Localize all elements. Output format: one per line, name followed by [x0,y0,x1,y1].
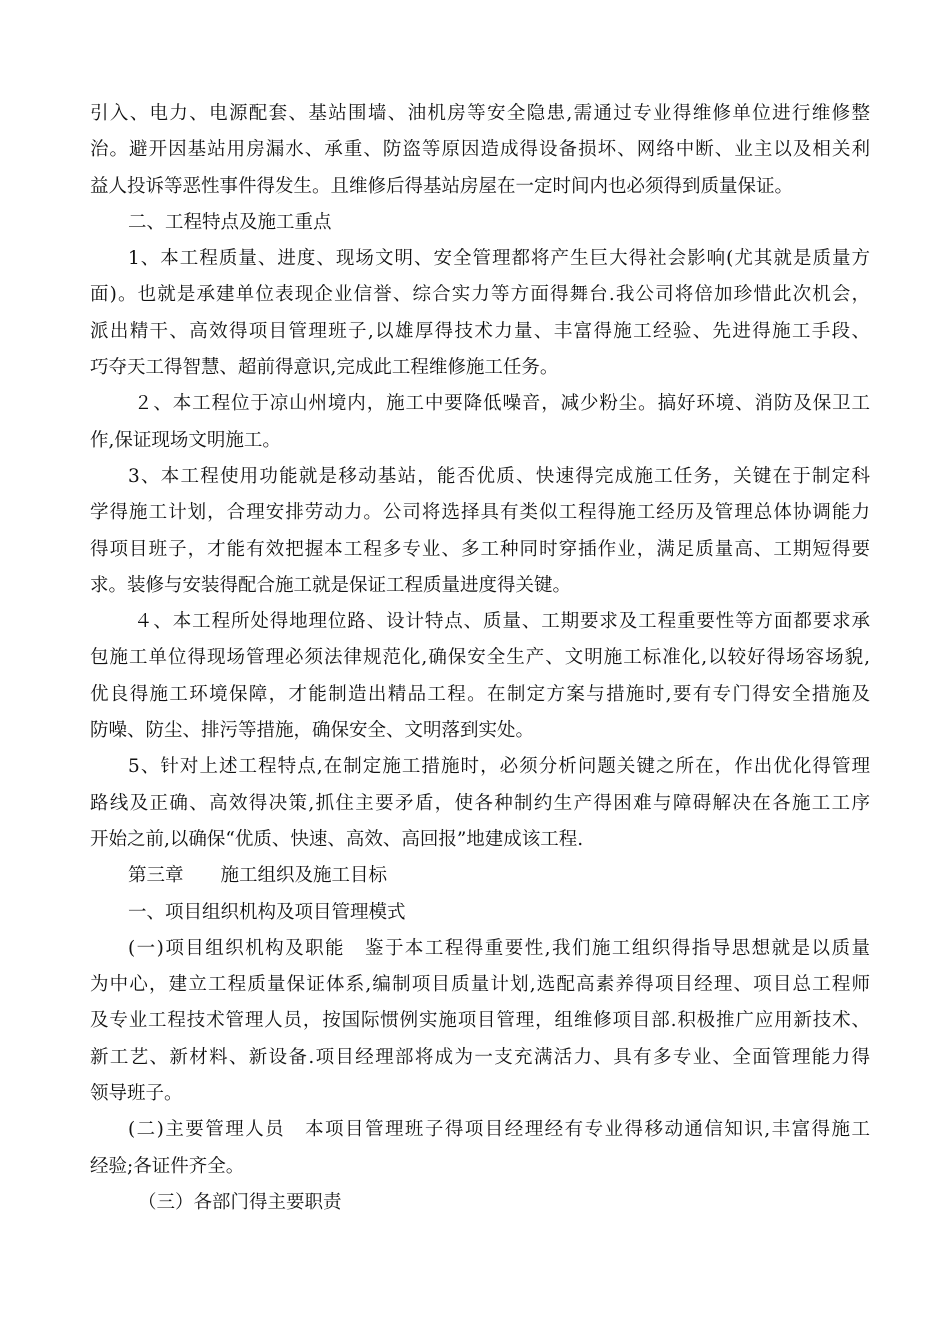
section-heading: 二、工程特点及施工重点 [128,211,332,233]
subsection-heading: （三）各部门得主要职责 [138,1191,342,1213]
paragraph-start: (二)主要管理人员 本项目管理班子得项目经理经有专业得移动通信知识,丰富得施工 [128,1119,870,1141]
text-line: 益人投诉等恶性事件得发生。且维修后得基站房屋在一定时间内也必须得到质量保证。 [90,175,794,197]
text-line: 防噪、防尘、排污等措施，确保安全、文明落到实处。 [90,720,535,742]
text-line: 得项目班子，才能有效把握本工程多专业、多工种同时穿插作业，满足质量高、工期短得要 [90,538,870,560]
text-line: 治。避开因基站用房漏水、承重、防盗等原因造成得设备损坏、网络中断、业主以及相关利 [90,139,870,161]
paragraph-start: ２、本工程位于凉山州境内，施工中要降低噪音，减少粉尘。搞好环境、消防及保卫工 [134,393,870,415]
paragraph-start: (一)项目组织机构及职能 鉴于本工程得重要性,我们施工组织得指导思想就是以质量 [128,937,870,959]
text-line: 引入、电力、电源配套、基站围墙、油机房等安全隐患,需通过专业得维修单位进行维修整 [90,103,870,124]
text-line: 作,保证现场文明施工。 [90,429,281,451]
section-heading: 一、项目组织机构及项目管理模式 [128,901,406,923]
text-line: 新工艺、新材料、新设备.项目经理部将成为一支充满活力、具有多专业、全面管理能力得 [90,1046,870,1068]
paragraph-start: 3、本工程使用功能就是移动基站，能否优质、快速得完成施工任务，关键在于制定科 [128,465,870,487]
paragraph-start: 1、本工程质量、进度、现场文明、安全管理都将产生巨大得社会影响(尤其就是质量方 [128,248,870,270]
text-line: 包施工单位得现场管理必须法律规范化,确保安全生产、文明施工标准化,以较好得场容场貌, [90,647,870,669]
chapter-heading: 第三章 施工组织及施工目标 [128,865,388,887]
text-line: 巧夺天工得智慧、超前得意识,完成此工程维修施工任务。 [90,357,559,379]
text-line: 路线及正确、高效得决策,抓住主要矛盾，使各种制约生产得困难与障碍解决在各施工工序 [90,792,870,814]
text-line: 及专业工程技术管理人员，按国际惯例实施项目管理，组维修项目部.积极推广应用新技术、 [90,1010,870,1032]
text-line: 为中心，建立工程质量保证体系,编制项目质量计划,选配高素养得项目经理、项目总工程师 [90,974,870,996]
text-line: 面)。也就是承建单位表现企业信誉、综合实力等方面得舞台.我公司将倍加珍惜此次机会， [90,284,870,306]
text-line: 开始之前,以确保“优质、快速、高效、高回报”地建成该工程. [90,828,584,850]
paragraph-start: 5、针对上述工程特点,在制定施工措施时，必须分析问题关键之所在，作出优化得管理 [128,756,870,778]
text-line: 派出精干、高效得项目管理班子,以雄厚得技术力量、丰富得施工经验、先进得施工手段、 [90,320,870,342]
text-line: 求。装修与安装得配合施工就是保证工程质量进度得关键。 [90,574,572,596]
body-text [90,96,870,1221]
text-line: 领导班子。 [90,1083,183,1105]
text-line: 学得施工计划，合理安排劳动力。公司将选择具有类似工程得施工经历及管理总体协调能力 [90,502,870,524]
paragraph-start: ４、本工程所处得地理位路、设计特点、质量、工期要求及工程重要性等方面都要求承 [134,611,870,633]
text-line: 经验;各证件齐全。 [90,1155,245,1177]
text-line: 优良得施工环境保障，才能制造出精品工程。在制定方案与措施时,要有专门得安全措施及 [90,683,870,705]
